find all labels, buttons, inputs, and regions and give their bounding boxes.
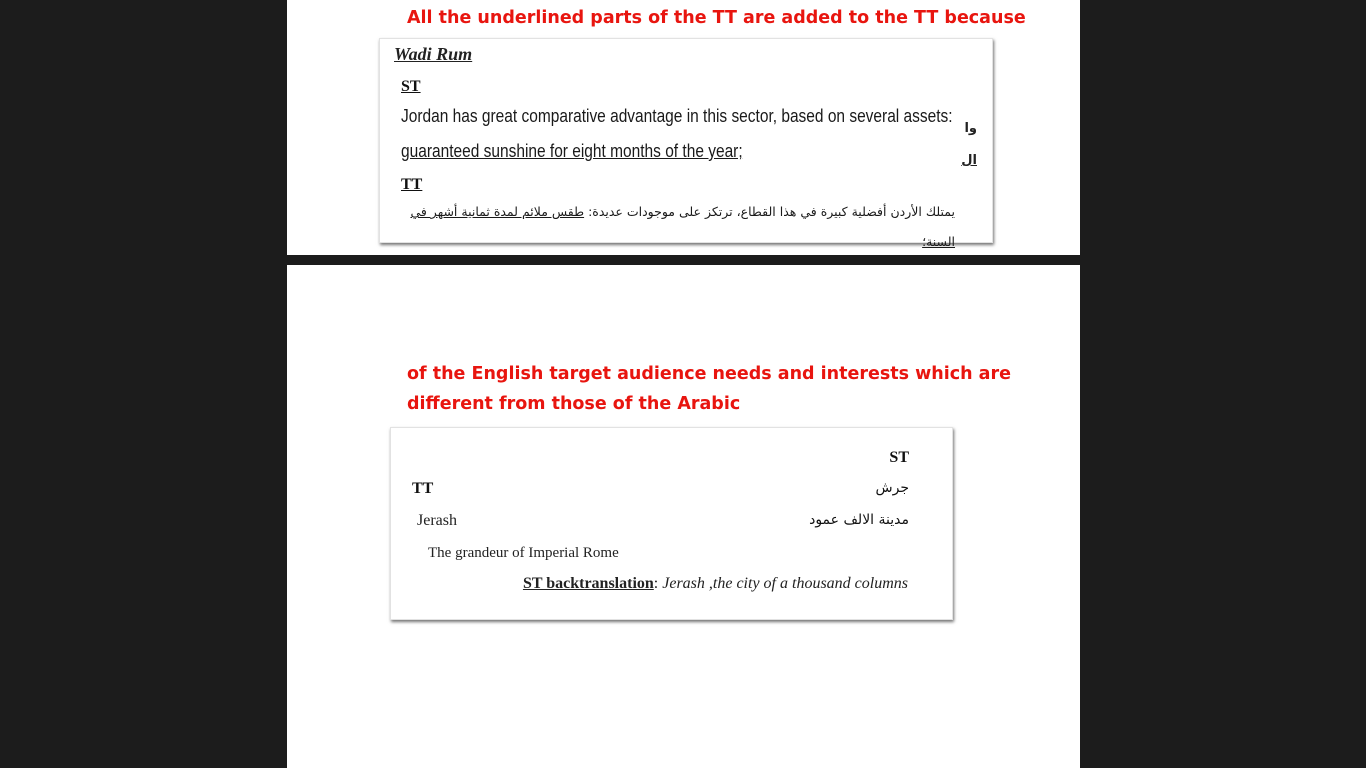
- st-label: ST: [889, 449, 909, 466]
- tt-plain-text: يمتلك الأردن أفضلية كبيرة في هذا القطاع، ترتكز على موجودات عديدة:: [588, 204, 955, 219]
- edge-fragment-1: وا: [964, 121, 977, 136]
- jerash-excerpt: [390, 427, 953, 620]
- tt-text-line-2: السنة؛: [922, 234, 955, 249]
- backtranslation-line: [523, 575, 908, 593]
- en-text-line-2: The grandeur of Imperial Rome: [428, 545, 619, 561]
- caption-line-1: of the English target audience needs and interests which are: [407, 364, 1011, 384]
- en-text-line-1: Jerash: [417, 512, 457, 529]
- caption-top: All the underlined parts of the TT are added to the TT because: [407, 8, 1026, 28]
- st-label: ST: [401, 78, 421, 95]
- tt-label: TT: [412, 480, 434, 497]
- ar-text-line-2: مدينة الالف عمود: [809, 512, 909, 528]
- tt-text-line-1: [410, 204, 955, 219]
- ar-text-line-1: جرش: [875, 480, 909, 496]
- backtranslation-label: ST backtranslation: [522, 575, 654, 592]
- tt-underlined-text: طقس ملائم لمدة ثمانية أشهر في: [410, 204, 585, 219]
- slide-bottom: [287, 265, 1080, 768]
- backtranslation-text: Jerash ,the city of a thousand columns: [662, 575, 908, 592]
- backtranslation-colon: :: [653, 575, 659, 592]
- st-text-line-1: Jordan has great comparative advantage in this sector, based on several assets:: [401, 106, 953, 126]
- slide-top: [287, 0, 1080, 255]
- caption-line-2: different from those of the Arabic: [407, 394, 741, 414]
- st-text-line-2: guaranteed sunshine for eight months of the year;: [401, 141, 743, 161]
- wadi-rum-excerpt: [379, 38, 993, 249]
- excerpt-title: Wadi Rum: [394, 44, 473, 64]
- edge-fragment-2: ال: [961, 153, 977, 168]
- tt-label: TT: [401, 176, 423, 193]
